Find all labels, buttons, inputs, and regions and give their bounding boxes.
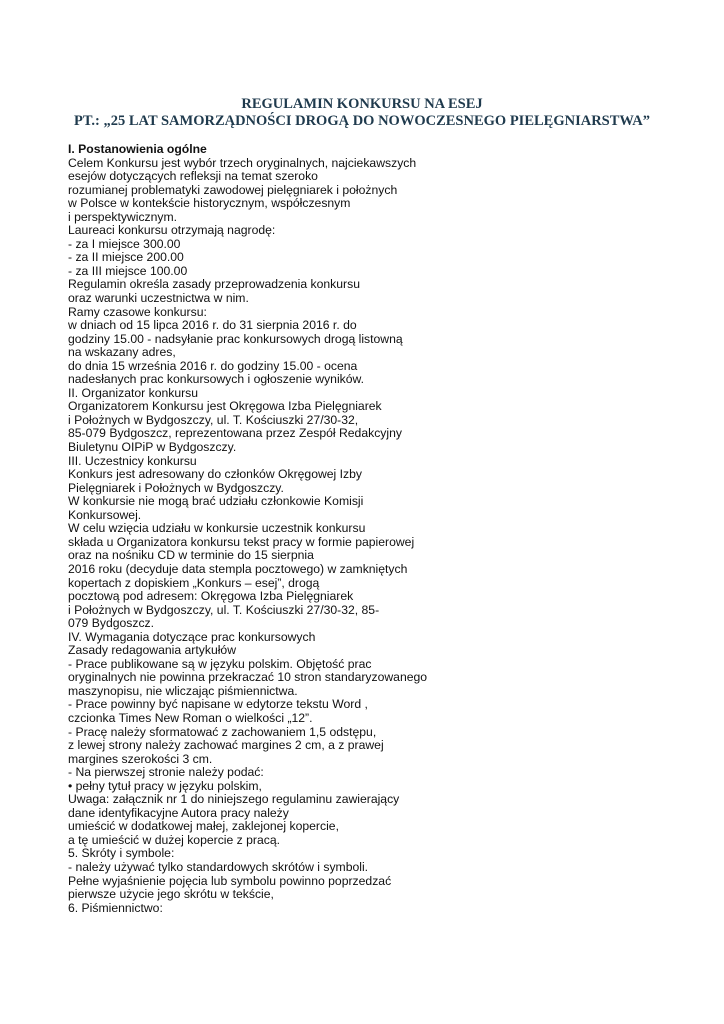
document-body	[68, 143, 668, 915]
text-line: - za II miejsce 200.00	[68, 250, 184, 265]
text-line: Uwaga: załącznik nr 1 do niniejszego regulaminu zawierający	[68, 792, 400, 807]
document-title-line-2: PT.: „25 LAT SAMORZĄDNOŚCI DROGĄ DO NOWOCZESNEGO PIELĘGNIARSTWA”	[73, 113, 651, 129]
text-line: esejów dotyczących refleksji na temat szeroko	[68, 169, 318, 184]
text-line: 6. Piśmiennictwo:	[68, 900, 163, 915]
text-line: składa u Organizatora konkursu tekst pracy w formie papierowej	[68, 534, 415, 549]
text-line: oraz na nośniku CD w terminie do 15 sierpnia	[68, 548, 314, 563]
text-line: maszynopisu, nie wliczając piśmiennictwa.	[68, 683, 298, 698]
text-line: W celu wzięcia udziału w konkursie uczestnik konkursu	[68, 521, 366, 536]
text-line: margines szerokości 3 cm.	[68, 751, 213, 766]
text-line: - Pracę należy sformatować z zachowaniem 1,5 odstępu,	[68, 724, 377, 739]
text-line: 5. Skróty i symbole:	[68, 846, 175, 861]
text-line: pocztową pod adresem: Okręgowa Izba Pielęgniarek	[68, 589, 354, 604]
text-line: z lewej strony należy zachować margines 2 cm, a z prawej	[68, 738, 384, 753]
section-heading: I. Postanowienia ogólne	[68, 142, 207, 156]
text-line: - za III miejsce 100.00	[68, 263, 188, 278]
text-line: a tę umieścić w dużej kopercie z pracą.	[68, 832, 281, 847]
text-line: Konkurs jest adresowany do członków Okręgowej Izby	[68, 467, 362, 482]
text-line: - za I miejsce 300.00	[68, 236, 181, 251]
text-line: Organizatorem Konkursu jest Okręgowa Izba Pielęgniarek	[68, 399, 382, 414]
text-line: Laureaci konkursu otrzymają nagrodę:	[68, 223, 276, 238]
text-line: Pielęgniarek i Położnych w Bydgoszczy.	[68, 480, 284, 495]
text-line: - należy używać tylko standardowych skrótów i symboli.	[68, 859, 369, 874]
text-line: do dnia 15 września 2016 r. do godziny 15.00 - ocena	[68, 358, 358, 373]
text-line: • pełny tytuł pracy w języku polskim,	[68, 778, 262, 793]
text-line: oraz warunki uczestnictwa w nim.	[68, 291, 249, 306]
document-title-line-1: REGULAMIN KONKURSU NA ESEJ	[241, 96, 483, 112]
text-line: nadesłanych prac konkursowych i ogłoszenie wyników.	[68, 372, 365, 387]
text-line: w Polsce w kontekście historycznym, współczesnym	[68, 196, 351, 211]
text-line: Pełne wyjaśnienie pojęcia lub symbolu powinno poprzedzać	[68, 873, 392, 888]
text-line: pierwsze użycie jego skrótu w tekście,	[68, 887, 274, 902]
text-line: oryginalnych nie powinna przekraczać 10 stron standaryzowanego	[68, 670, 428, 685]
text-line: Ramy czasowe konkursu:	[68, 304, 207, 319]
text-line: czcionka Times New Roman o wielkości „12”.	[68, 710, 313, 725]
text-line: na wskazany adres,	[68, 345, 176, 360]
text-line: - Prace publikowane są w języku polskim. Objętość prac	[68, 656, 372, 671]
text-line: kopertach z dopiskiem „Konkurs – esej”, drogą	[68, 575, 320, 590]
text-line: W konkursie nie mogą brać udziału członkowie Komisji	[68, 494, 364, 509]
text-line: i Położnych w Bydgoszczy, ul. T. Kościuszki 27/30-32,	[68, 412, 359, 427]
text-line: - Prace powinny być napisane w edytorze tekstu Word ,	[68, 697, 368, 712]
text-line: 85-079 Bydgoszcz, reprezentowana przez Zespół Redakcyjny	[68, 426, 402, 441]
text-line: godziny 15.00 - nadsyłanie prac konkursowych drogą listowną	[68, 331, 403, 346]
text-line: 079 Bydgoszcz.	[68, 616, 155, 631]
text-line: w dniach od 15 lipca 2016 r. do 31 sierpnia 2016 r. do	[68, 318, 357, 333]
text-line: i perspektywicznym.	[68, 209, 178, 224]
text-line: - Na pierwszej stronie należy podać:	[68, 765, 264, 780]
text-line: Regulamin określa zasady przeprowadzenia konkursu	[68, 277, 360, 292]
text-line: II. Organizator konkursu	[68, 385, 199, 400]
text-line: Celem Konkursu jest wybór trzech oryginalnych, najciekawszych	[68, 155, 417, 170]
text-line: Konkursowej.	[68, 507, 142, 522]
text-line: IV. Wymagania dotyczące prac konkursowych	[68, 629, 316, 644]
text-line: III. Uczestnicy konkursu	[68, 453, 197, 468]
text-line: 2016 roku (decyduje data stempla pocztowego) w zamkniętych	[68, 561, 408, 576]
text-line: umieścić w dodatkowej małej, zaklejonej kopercie,	[68, 819, 339, 834]
text-line: i Położnych w Bydgoszczy, ul. T. Kościuszki 27/30-32, 85-	[68, 602, 380, 617]
text-line: dane identyfikacyjne Autora pracy należy	[68, 805, 289, 820]
text-line: rozumianej problematyki zawodowej pielęgniarek i położnych	[68, 182, 398, 197]
text-line: Biuletynu OIPiP w Bydgoszczy.	[68, 440, 237, 455]
text-line: Zasady redagowania artykułów	[68, 643, 237, 658]
